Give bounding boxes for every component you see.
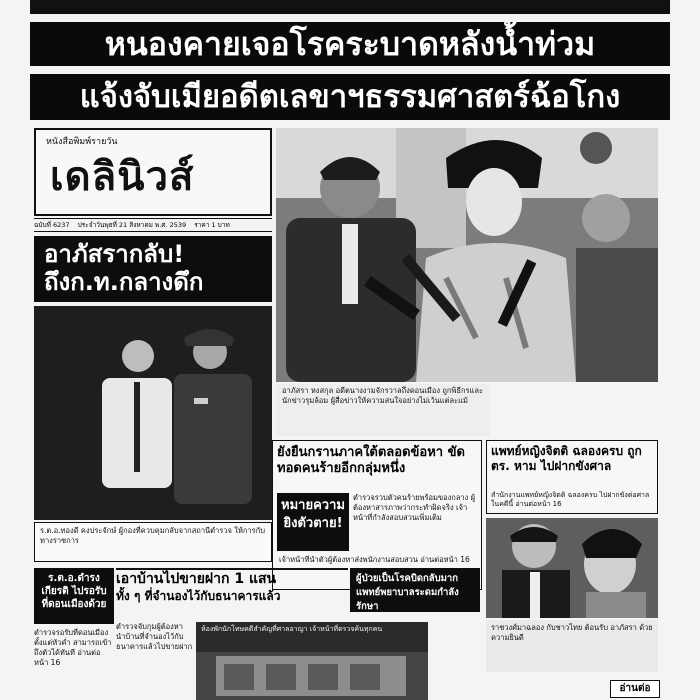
middle-story-body-2: เจ้าหน้าที่นำตัวผู้ต้องหาส่งพนักงานสอบสวน อ่านต่อหน้า 16 <box>279 555 470 564</box>
bottom-left-body: ตำรวจรอรับที่ดอนเมืองตั้งแต่หัวค่ำ สามารถเข้าถึงตัวได้ทันที อ่านต่อหน้า 16 <box>34 628 112 667</box>
right-photo <box>486 518 658 618</box>
middle-story-body: ตำรวจรวบตัวคนร้ายพร้อมของกลาง ผู้ต้องหาสารภาพว่ากระทำผิดจริง เจ้าหน้าที่กำลังสอบสวนเพิ่มเติม <box>353 493 476 522</box>
right-photo-scene <box>486 518 658 618</box>
top-strip <box>30 0 670 14</box>
bottom-mid-body: ตำรวจจับกุมผู้ต้องหา นำบ้านที่จำนองไว้กับธนาคารแล้วไปขายฝาก <box>116 622 193 651</box>
bottom-mid-story <box>116 568 348 620</box>
bottom-mid-photo-caption: ห้องพักนักโทษคดีสำคัญที่ศาลอาญา เจ้าหน้าที่ตรวจค้นทุกคน <box>201 625 383 633</box>
bottom-mid-headline-1: เอาบ้านไปขายฝาก 1 แสน <box>116 571 277 587</box>
bottom-right-box: อ่านต่อ <box>610 680 660 698</box>
issue-number: ฉบับที่ 6237 <box>34 221 70 229</box>
right-story <box>486 440 658 514</box>
middle-box-headline: หมายความ ยิงตัวตาย! <box>277 493 349 551</box>
left-story-banner <box>34 236 272 302</box>
masthead-tagline: หนังสือพิมพ์รายวัน <box>46 137 118 147</box>
left-photo-figures <box>34 306 272 520</box>
headline-2: แจ้งจับเมียอดีตเลขาฯธรรมศาสตร์ฉ้อโกง <box>30 74 670 120</box>
left-banner-line2: ถึงก.ท.กลางดึก <box>44 268 204 296</box>
bottom-mid-headline-2: ทั้ง ๆ ที่จำนองไว้กับธนาคารแล้ว <box>116 589 281 603</box>
issue-price: ราคา 1 บาท <box>194 221 230 229</box>
masthead <box>34 128 272 216</box>
main-photo-scene <box>276 128 658 382</box>
right-story-body: สำนักงานแพทย์หญิงจิตติ ฉลองครบ ไปฝากขังต่อศาลในคดีนี้ อ่านต่อหน้า 16 <box>491 491 650 508</box>
middle-sub-banner: ผู้ป่วยเป็นโรคบิดกลับมาก แพทย์พยาบาลระดมกำลังรักษา <box>350 568 480 612</box>
left-photo-caption: ร.ต.อ.ทองดี คงประจักษ์ ผู้กองที่ควบคุมกลับจากสถานีตำรวจ ให้การกับทางราชการ <box>34 522 272 562</box>
masthead-name: เดลินิวส์ <box>50 154 195 200</box>
left-photo <box>34 306 272 520</box>
left-banner-line1: อาภัสรากลับ! <box>44 240 185 268</box>
bottom-left-banner: ร.ต.อ.ดำรงเกียรติ ไปรอรับ ที่ดอนเมืองด้วย <box>34 568 114 624</box>
main-photo-caption: อาภัสรา หงสกุล อดีตนางงามจักรวาลถึงดอนเมือง ถูกพิธีกรและนักข่าวรุมล้อม ผู้สื่อข่าวให้ความสนใจอย่างไม่เว้นแต่ละแม้ <box>276 384 490 436</box>
right-photo-caption: ราชวงศ์มาฉลอง กับชาวไทย ต้อนรับ อาภัสรา ด้วยความยินดี <box>486 620 658 672</box>
masthead-dateline <box>34 218 272 232</box>
main-photo <box>276 128 658 382</box>
right-story-headline: แพทย์หญิงจิตติ ฉลองครบ ถูกตร. หาม ไปฝากขังศาล <box>491 444 642 473</box>
headline-1: หนองคายเจอโรคระบาดหลังน้ำท่วม <box>30 22 670 66</box>
middle-story-headline: ยังยืนกรานภาคใต้ตลอดข้อหา ขัดทอดคนร้ายอีกกลุ่มหนึ่ง <box>277 445 465 476</box>
issue-date: ประจำวันพุธที่ 21 สิงหาคม พ.ศ. 2539 <box>77 221 187 229</box>
